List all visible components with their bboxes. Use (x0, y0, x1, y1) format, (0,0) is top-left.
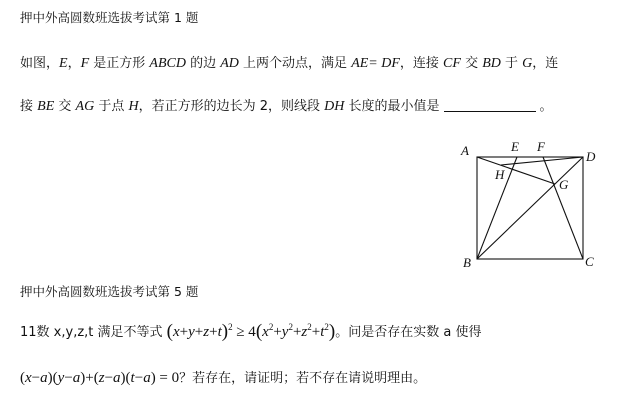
inequality-formula: $(x+y+z+t)^2 \ge 4(x^2+y^2+z^2+t^2)$ (166, 321, 336, 342)
diagonal-bd (477, 157, 583, 259)
equation-formula: (x−a)(y−a)+(z−a)(t−a) = 0 (20, 370, 180, 386)
problem-5-header: 押中外高圆数班选拔考试第 5 题 (20, 284, 199, 299)
label-g: G (559, 177, 569, 192)
square-geometry-figure (455, 137, 605, 267)
problem-5-text-line-1: 11数 x,y,z,t 满足不等式 $(x+y+z+t)^2 \ge 4(x^2+y^2+z^2+t^2)$。问是否存在实数 a 使得 (20, 321, 482, 342)
label-b: B (463, 255, 471, 267)
problem-1-header: 押中外高圆数班选拔考试第 1 题 (20, 10, 199, 25)
label-h: H (495, 167, 505, 182)
problem-1-text-line-2: 接 BE 交 AG 于点 H，若正方形的边长为 2，则线段 DH 长度的最小值是 。 (20, 99, 553, 114)
problem-5-text-line-2: (x−a)(y−a)+(z−a)(t−a) = 0？若存在，请证明；若不存在请说明理由。 (20, 370, 427, 386)
answer-blank (444, 97, 536, 112)
label-a: A (461, 143, 469, 158)
segment-cf (543, 157, 583, 259)
label-d: D (586, 149, 596, 164)
segment-dh (501, 157, 583, 165)
label-c: C (585, 254, 594, 267)
label-f: F (537, 139, 545, 154)
problem-1-text-line-1: 如图，E，F 是正方形 ABCD 的边 AD 上两个动点，满足 AE= DF，连接 CF 交 BD 于 G，连 (20, 56, 559, 71)
label-e: E (511, 139, 519, 154)
